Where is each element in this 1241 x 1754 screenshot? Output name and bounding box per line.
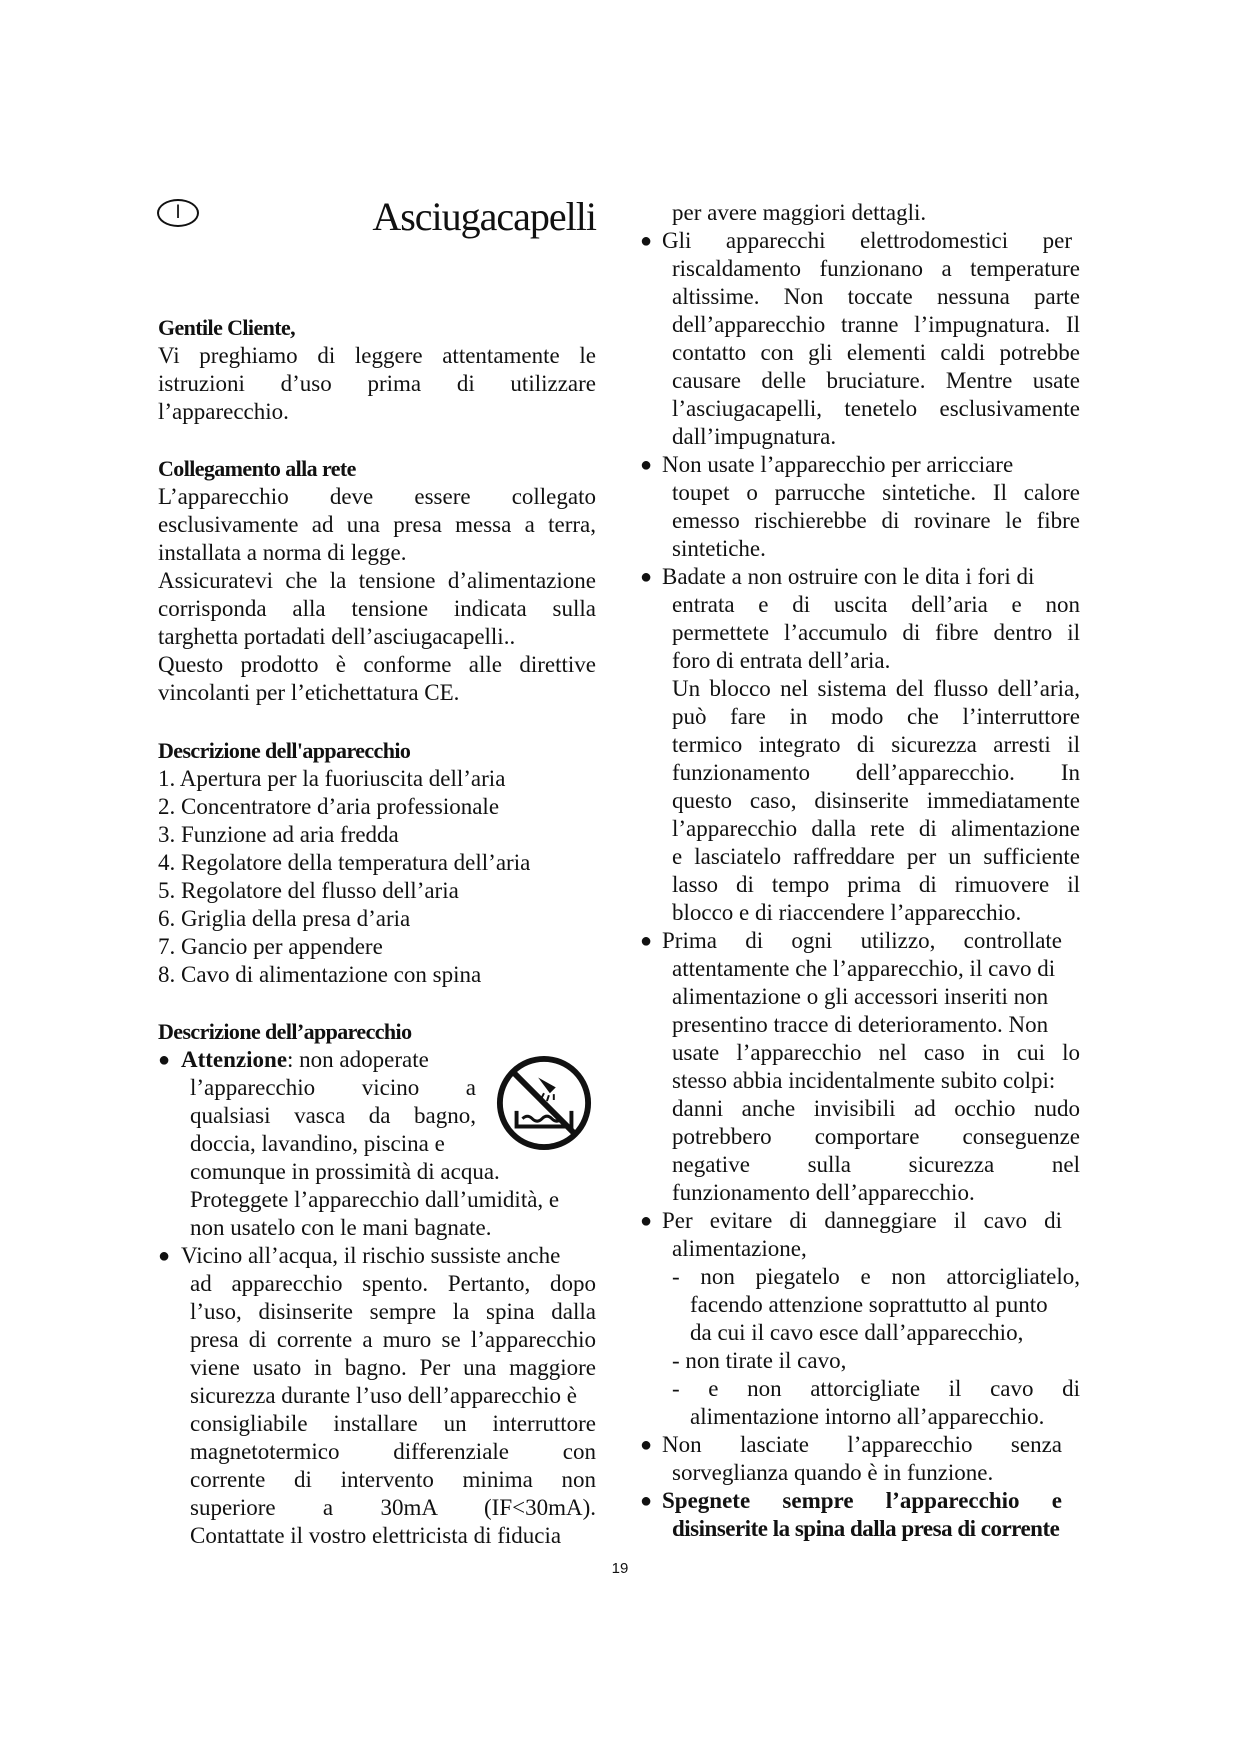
airflow-line-4: foro di entrata dell’aria.: [672, 648, 891, 673]
heat-line-7: l’asciugacapelli, tenetelo esclusivamente: [672, 396, 1080, 421]
heat-line-5: contatto con gli elementi caldi potrebbe: [672, 340, 1080, 365]
water-risk-line-10: superiore a 30mA (IF<30mA).: [190, 1495, 596, 1520]
check-line-8: potrebbero comportare conseguenze: [672, 1124, 1080, 1149]
description-heading-2: Descrizione dell’apparecchio: [158, 1019, 412, 1044]
airflow-line-9: questo caso, disinserite immediatamente: [672, 788, 1080, 813]
unattended-line-1: Non lasciate l’apparecchio senza: [662, 1432, 1062, 1457]
description-heading: Descrizione dell'apparecchio: [158, 738, 411, 763]
heat-line-2: riscaldamento funzionano a temperature: [672, 256, 1080, 281]
airflow-line-6: può fare in modo che l’interruttore: [672, 704, 1080, 729]
switch-off-line-2: disinserite la spina dalla presa di corrente: [672, 1516, 1060, 1541]
wig-line-1: Non usate l’apparecchio per arricciare: [662, 452, 1014, 477]
heat-line-8: dall’impugnatura.: [672, 424, 837, 449]
connection-line-3: installata a norma di legge.: [158, 540, 407, 565]
airflow-line-11: e lasciatelo raffreddare per un sufficiente: [672, 844, 1080, 869]
airflow-line-8: funzionamento dell’apparecchio. In: [672, 760, 1080, 785]
bullet-icon: ●: [640, 1434, 653, 1456]
water-risk-line-8: magnetotermico differenziale con: [190, 1439, 596, 1464]
intro-line-1: Vi preghiamo di leggere attentamente le: [158, 343, 596, 368]
cable-line-5: da cui il cavo esce dall’apparecchio,: [690, 1320, 1024, 1345]
part-7: 7. Gancio per appendere: [158, 934, 383, 959]
airflow-line-1: Badate a non ostruire con le dita i fori di: [662, 564, 1035, 589]
cable-line-6: - non tirate il cavo,: [672, 1348, 847, 1373]
part-4: 4. Regolatore della temperatura dell’aria: [158, 850, 531, 875]
switch-off-line-1: Spegnete sempre l’apparecchio e: [662, 1488, 1062, 1513]
wig-line-4: sintetiche.: [672, 536, 766, 561]
cable-line-4: facendo attenzione soprattutto al punto: [690, 1292, 1048, 1317]
attention-line-2: l’apparecchio vicino a: [190, 1075, 476, 1100]
language-badge: I: [157, 199, 199, 227]
airflow-line-7: termico integrato di sicurezza arresti il: [672, 732, 1080, 757]
water-risk-line-9: corrente di intervento minima non: [190, 1467, 596, 1492]
unattended-line-2: sorveglianza quando è in funzione.: [672, 1460, 994, 1485]
bullet-icon: ●: [640, 230, 653, 252]
attention-line-7: non usatelo con le mani bagnate.: [190, 1215, 492, 1240]
part-5: 5. Regolatore del flusso dell’aria: [158, 878, 459, 903]
page-number: 19: [611, 1560, 629, 1577]
cable-line-3: - non piegatelo e non attorcigliatelo,: [672, 1264, 1080, 1289]
connection-line-2: esclusivamente ad una presa messa a terra,: [158, 512, 596, 537]
bullet-icon: ●: [640, 1490, 653, 1512]
connection-line-1: L’apparecchio deve essere collegato: [158, 484, 596, 509]
cable-line-7: - e non attorcigliate il cavo di: [672, 1376, 1080, 1401]
wig-line-2: toupet o parrucche sintetiche. Il calore: [672, 480, 1080, 505]
part-3: 3. Funzione ad aria fredda: [158, 822, 399, 847]
check-line-3: alimentazione o gli accessori inseriti non: [672, 984, 1049, 1009]
check-line-10: funzionamento dell’apparecchio.: [672, 1180, 975, 1205]
bullet-icon: ●: [640, 1210, 653, 1232]
bullet-icon: ●: [640, 566, 653, 588]
airflow-line-2: entrata e di uscita dell’aria e non: [672, 592, 1080, 617]
part-2: 2. Concentratore d’aria professionale: [158, 794, 500, 819]
water-risk-line-11: Contattate il vostro elettricista di fiducia: [190, 1523, 562, 1548]
check-line-6: stesso abbia incidentalmente subito colpi:: [672, 1068, 1056, 1093]
airflow-line-10: l’apparecchio dalla rete di alimentazione: [672, 816, 1080, 841]
water-risk-line-5: viene usato in bagno. Per una maggiore: [190, 1355, 596, 1380]
attention-line-6: Proteggete l’apparecchio dall’umidità, e: [190, 1187, 560, 1212]
intro-line-2: istruzioni d’uso prima di utilizzare: [158, 371, 596, 396]
airflow-line-5: Un blocco nel sistema del flusso dell’aria,: [672, 676, 1080, 701]
part-6: 6. Griglia della presa d’aria: [158, 906, 411, 931]
continued-line: per avere maggiori dettagli.: [672, 200, 927, 225]
page-title: Asciugacapelli: [372, 194, 596, 239]
water-risk-line-1: Vicino all’acqua, il rischio sussiste anche: [181, 1243, 561, 1268]
airflow-line-12: lasso di tempo prima di rimuovere il: [672, 872, 1080, 897]
heat-line-4: dell’apparecchio tranne l’impugnatura. Il: [672, 312, 1080, 337]
water-risk-line-2: ad apparecchio spento. Pertanto, dopo: [190, 1271, 596, 1296]
no-shower-bath-warning-icon: [495, 1054, 593, 1152]
cable-line-8: alimentazione intorno all’apparecchio.: [690, 1404, 1045, 1429]
heat-line-1: Gli apparecchi elettrodomestici per: [662, 228, 1072, 253]
connection-line-4: Assicuratevi che la tensione d’alimentazione: [158, 568, 596, 593]
wig-line-3: emesso rischierebbe di rovinare le fibre: [672, 508, 1080, 533]
connection-heading: Collegamento alla rete: [158, 456, 356, 481]
heat-line-6: causare delle bruciature. Mentre usate: [672, 368, 1080, 393]
attention-line-1: [181, 1046, 429, 1074]
intro-line-3: l’apparecchio.: [158, 399, 289, 424]
bullet-icon: ●: [640, 454, 653, 476]
part-1: 1. Apertura per la fuoriuscita dell’aria: [158, 766, 506, 791]
attention-label: Attenzione: [181, 1047, 288, 1072]
check-line-9: negative sulla sicurezza nel: [672, 1152, 1080, 1177]
bullet-icon: ●: [640, 930, 653, 952]
water-risk-line-7: consigliabile installare un interruttore: [190, 1411, 596, 1436]
water-risk-line-6: sicurezza durante l’uso dell’apparecchio è: [190, 1383, 577, 1408]
check-line-2: attentamente che l’apparecchio, il cavo di: [672, 956, 1056, 981]
check-line-4: presentino tracce di deterioramento. Non: [672, 1012, 1049, 1037]
attention-text: : non adoperate: [287, 1047, 429, 1072]
connection-line-5: corrisponda alla tensione indicata sulla: [158, 596, 596, 621]
check-line-7: danni anche invisibili ad occhio nudo: [672, 1096, 1080, 1121]
part-8: 8. Cavo di alimentazione con spina: [158, 962, 482, 987]
airflow-line-13: blocco e di riaccendere l’apparecchio.: [672, 900, 1022, 925]
cable-line-1: Per evitare di danneggiare il cavo di: [662, 1208, 1062, 1233]
water-risk-line-3: l’uso, disinserite sempre la spina dalla: [190, 1299, 596, 1324]
attention-line-4: doccia, lavandino, piscina e: [190, 1131, 445, 1156]
bullet-icon: ●: [158, 1049, 171, 1071]
check-line-5: usate l’apparecchio nel caso in cui lo: [672, 1040, 1080, 1065]
connection-line-8: vincolanti per l’etichettatura CE.: [158, 680, 460, 705]
greeting-heading: Gentile Cliente,: [158, 315, 296, 340]
check-line-1: Prima di ogni utilizzo, controllate: [662, 928, 1062, 953]
airflow-line-3: permettete l’accumulo di fibre dentro il: [672, 620, 1080, 645]
heat-line-3: altissime. Non toccate nessuna parte: [672, 284, 1080, 309]
attention-line-3: qualsiasi vasca da bagno,: [190, 1103, 476, 1128]
connection-line-7: Questo prodotto è conforme alle direttive: [158, 652, 596, 677]
attention-line-5: comunque in prossimità di acqua.: [190, 1159, 500, 1184]
bullet-icon: ●: [158, 1245, 171, 1267]
cable-line-2: alimentazione,: [672, 1236, 807, 1261]
water-risk-line-4: presa di corrente a muro se l’apparecchio: [190, 1327, 596, 1352]
connection-line-6: targhetta portadati dell’asciugacapelli..: [158, 624, 516, 649]
